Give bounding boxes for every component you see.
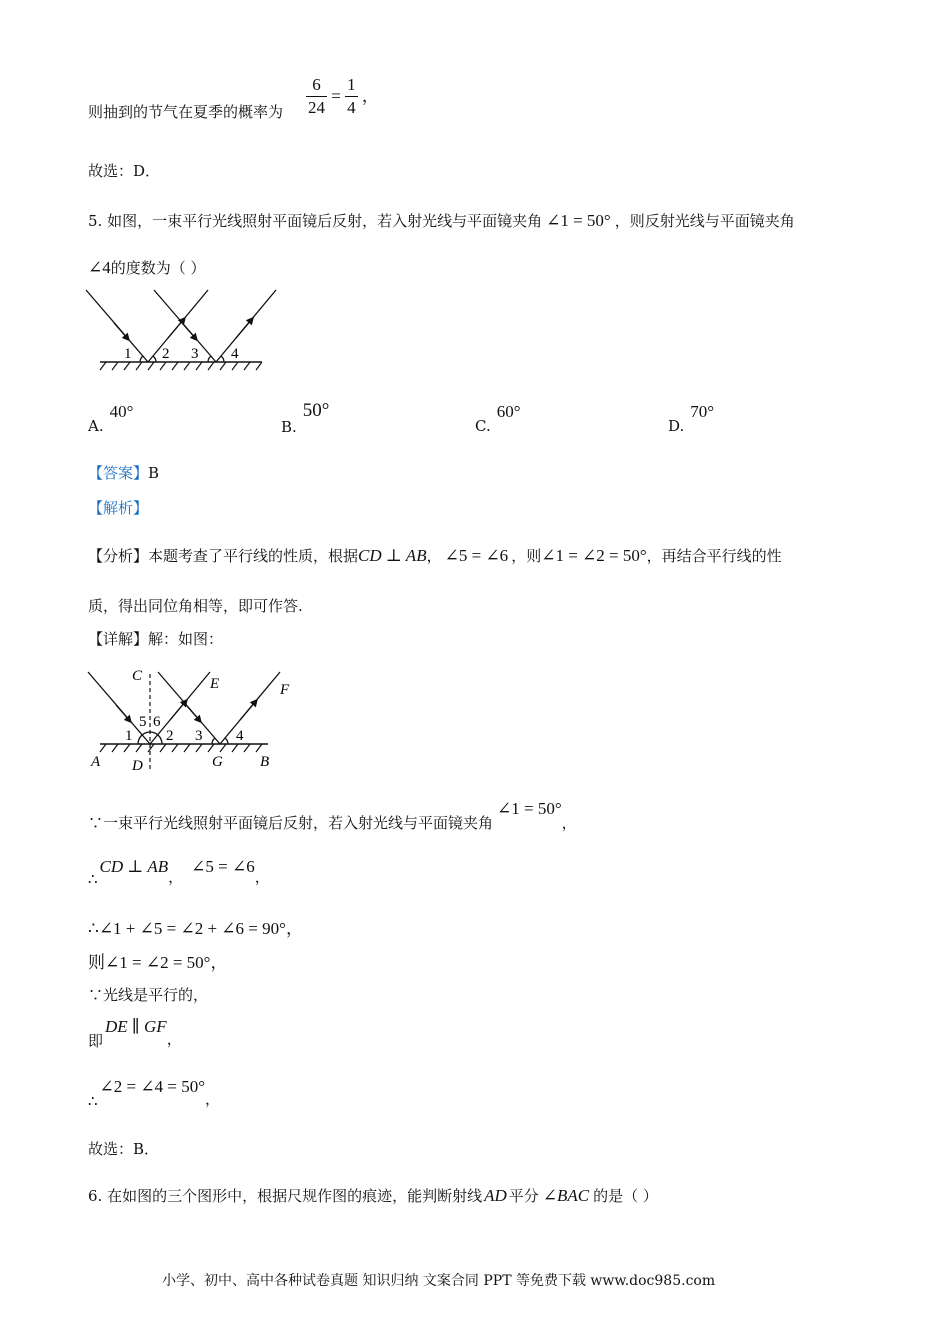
point-label-a: A: [91, 754, 101, 770]
q5-choice: 故选：B．: [88, 1140, 160, 1158]
point-label-d: D: [132, 758, 143, 774]
analysis-tag: 【解析】: [88, 499, 149, 517]
detail-heading: 【详解】解：如图：: [88, 630, 224, 648]
step-3: ∴∠1 + ∠5 = ∠2 + ∠6 = 90°，: [88, 919, 303, 938]
angle-label-6: 6: [153, 714, 161, 730]
point-label-g: G: [212, 754, 223, 770]
q5-stem-line2: ∠4的度数为（ ）: [88, 258, 206, 277]
point-label-c: C: [132, 668, 143, 684]
option-d: D.70°: [668, 402, 715, 435]
option-b: B.50°: [281, 400, 330, 436]
step-7: ∴∠2 = ∠4 = 50°，: [88, 1077, 221, 1110]
step-1: ∵一束平行光线照射平面镜后反射，若入射光线与平面镜夹角∠1 = 50°，: [88, 799, 577, 832]
angle-label-4b: 4: [236, 728, 244, 744]
probability-formula: $\frac{6}{24}$ = $\frac{1}{4}$ ，: [308, 75, 379, 117]
point-label-b: B: [260, 754, 270, 770]
fraction-1-4: $\frac{1}{4}$: [347, 75, 356, 117]
mirror-figure-2: [80, 660, 290, 775]
mirror-figure-1: [80, 282, 280, 374]
option-a: A.40°: [88, 402, 134, 435]
probability-line: 则抽到的节气在夏季的概率为: [88, 103, 284, 121]
analysis-line2: 质，得出同位角相等，即可作答.: [88, 597, 303, 615]
point-label-f: F: [280, 682, 290, 698]
angle-label-3: 3: [191, 346, 199, 362]
fraction-6-24: $\frac{6}{24}$: [308, 75, 325, 117]
q5-stem-line1: 5. 如图，一束平行光线照射平面镜后反射，若入射光线与平面镜夹角 ∠1 = 50° ，则反射光线与平面镜夹角: [88, 211, 795, 230]
angle-label-2b: 2: [166, 728, 174, 744]
angle-label-3b: 3: [195, 728, 203, 744]
step-6: 即DE ∥ GF，: [88, 1017, 182, 1050]
answer-line: 【答案】B: [88, 464, 160, 482]
step-5: ∵光线是平行的，: [88, 986, 209, 1004]
angle-label-5: 5: [139, 714, 147, 730]
angle-label-4: 4: [231, 346, 239, 362]
angle-label-1b: 1: [125, 728, 133, 744]
option-c: C.60°: [475, 402, 521, 435]
q4-choice: 故选：D．: [88, 162, 161, 180]
q6-stem: 6. 在如图的三个图形中，根据尺规作图的痕迹，能判断射线 AD 平分 ∠BAC 的是（ ）: [88, 1186, 658, 1205]
step-2: ∴CD ⊥ AB，∠5 = ∠6，: [88, 857, 270, 888]
analysis-line1: 【分析】本题考查了平行线的性质，根据CD ⊥ AB， ∠5 = ∠6 ，则∠1 = ∠2 = 50°，再结合平行线的性: [88, 546, 782, 565]
angle-label-2: 2: [162, 346, 170, 362]
angle-label-1: 1: [124, 346, 132, 362]
step-4: 则∠1 = ∠2 = 50°，: [88, 953, 228, 972]
footer-text: 小学、初中、高中各种试卷真题 知识归纳 文案合同 PPT 等免费下载 www.doc985.com: [162, 1273, 716, 1289]
point-label-e: E: [210, 676, 220, 692]
